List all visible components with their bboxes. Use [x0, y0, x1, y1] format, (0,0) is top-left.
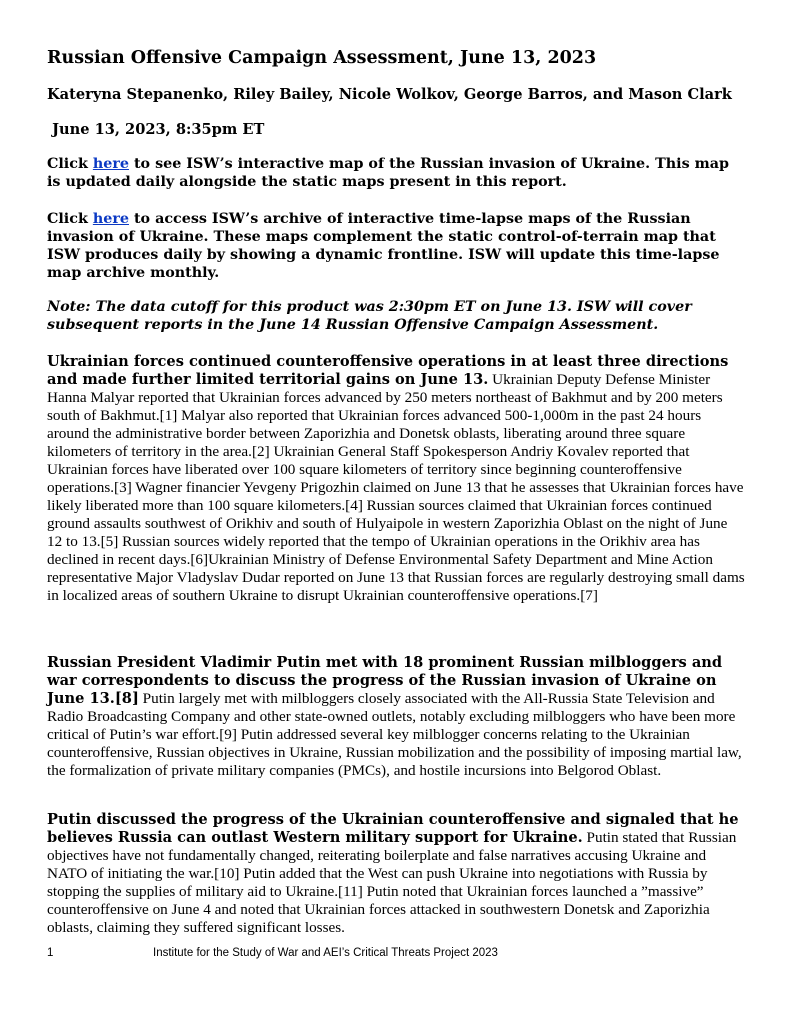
paragraph-putin-milbloggers: [47, 654, 745, 780]
interactive-map-notice: [47, 155, 745, 191]
paragraph-counteroffensive-lead: Ukrainian forces continued counteroffensive operations in at least three directions and made further limited territorial gains on June 13.: [47, 353, 729, 388]
paragraph-putin-progress-lead: Putin discussed the progress of the Ukrainian counteroffensive and signaled that he believes Russia can outlast Western military support for Ukraine.: [47, 811, 739, 846]
paragraph-counteroffensive: [47, 353, 745, 605]
time-lapse-archive-notice: [47, 210, 745, 282]
paragraph-putin-progress-body: Putin stated that Russian objectives have not fundamentally changed, reiterating boilerplate and false narratives accusing Ukraine and NATO of initiating the war.[10] Putin added that the West can push Ukraine into negotiations with Russia by stopping the supplies of military aid to Ukraine.[11] Putin noted that Ukrainian forces launched a ”massive” counteroffensive on June 4 and noted that Ukrainian forces attacked in southwestern Donetsk and Zaporizhia oblasts, claiming they suffered significant losses.: [47, 829, 737, 936]
report-date: [47, 120, 767, 140]
interactive-map-notice-pre: Click: [47, 156, 93, 172]
interactive-map-link[interactable]: here: [92, 156, 129, 172]
paragraph-putin-progress: [47, 811, 745, 937]
paragraph-putin-milbloggers-lead: Russian President Vladimir Putin met with 18 prominent Russian milbloggers and war correspondents to discuss the progress of the Russian invasion of Ukraine on June 13.[8]: [47, 654, 723, 707]
report-authors: Kateryna Stepanenko, Riley Bailey, Nicole Wolkov, George Barros, and Mason Clark: [47, 86, 732, 103]
time-lapse-notice-text: to access ISW’s archive of interactive time-lapse maps of the Russian invasion of Ukraine. These maps complement the static control-of-terrain map that ISW produces daily by showing a dynamic frontline. ISW will update this time-lapse map archive monthly.: [47, 211, 720, 281]
page-footer: [47, 945, 747, 961]
interactive-map-notice-text: to see ISW’s interactive map of the Russian invasion of Ukraine. This map is updated daily alongside the static maps present in this report.: [47, 156, 729, 190]
page-number: 1: [47, 947, 54, 959]
report-date-text: June 13, 2023, 8:35pm ET: [52, 121, 265, 138]
paragraph-putin-milbloggers-body: Putin largely met with milbloggers closely associated with the All-Russia State Television and Radio Broadcasting Company and other state-owned outlets, notably excluding milbloggers who have been more critical of Putin’s war effort.[9] Putin addressed several key milblogger concerns relating to the Ukrainian counteroffensive, Russian objectives in Ukraine, Russian mobilization and the possibility of imposing martial law, the formalization of private military companies (PMCs), and hostile incursions into Belgorod Oblast.: [47, 690, 742, 779]
paragraph-counteroffensive-body: Ukrainian Deputy Defense Minister Hanna Malyar reported that Ukrainian forces advanced by 250 meters northeast of Bakhmut and by 200 meters south of Bakhmut.[1] Malyar also reported that Ukrainian forces advanced 500-1,000m in the past 24 hours around the administrative border between Zaporizhia and Donetsk oblasts, liberating around three square kilometers of territory in the area.[2] Ukrainian General Staff Spokesperson Andriy Kovalev reported that Ukrainian forces have liberated over 100 square kilometers of territory since beginning counteroffensive operations.[3] Wagner financier Yevgeny Prigozhin claimed on June 13 that he assesses that Ukrainian forces have likely liberated more than 100 square kilometers.[4] Russian sources claimed that Ukrainian forces continued ground assaults southwest of Orikhiv and south of Hulyaipole in western Zaporizhia Oblast on the night of June 12 to 13.[5] Russian sources widely reported that the tempo of Ukrainian operations in the Orikhiv area has declined in recent days.[6]Ukrainian Ministry of Defense Environmental Safety Department and Mine Action representative Major Vladyslav Dudar reported on June 13 that Russian forces are regularly destroying small dams in localized areas of southern Ukraine to disrupt Ukrainian counteroffensive operations.[7]: [47, 371, 745, 604]
time-lapse-archive-link[interactable]: here: [92, 211, 129, 227]
time-lapse-notice-pre: Click: [47, 211, 93, 227]
report-title: Russian Offensive Campaign Assessment, June 13, 2023: [47, 48, 597, 68]
data-cutoff-note: Note: The data cutoff for this product was 2:30pm ET on June 13. ISW will cover subsequent reports in the June 14 Russian Offensive Campaign Assessment.: [47, 299, 692, 333]
footer-organization: Institute for the Study of War and AEI’s Critical Threats Project 2023: [153, 947, 498, 959]
